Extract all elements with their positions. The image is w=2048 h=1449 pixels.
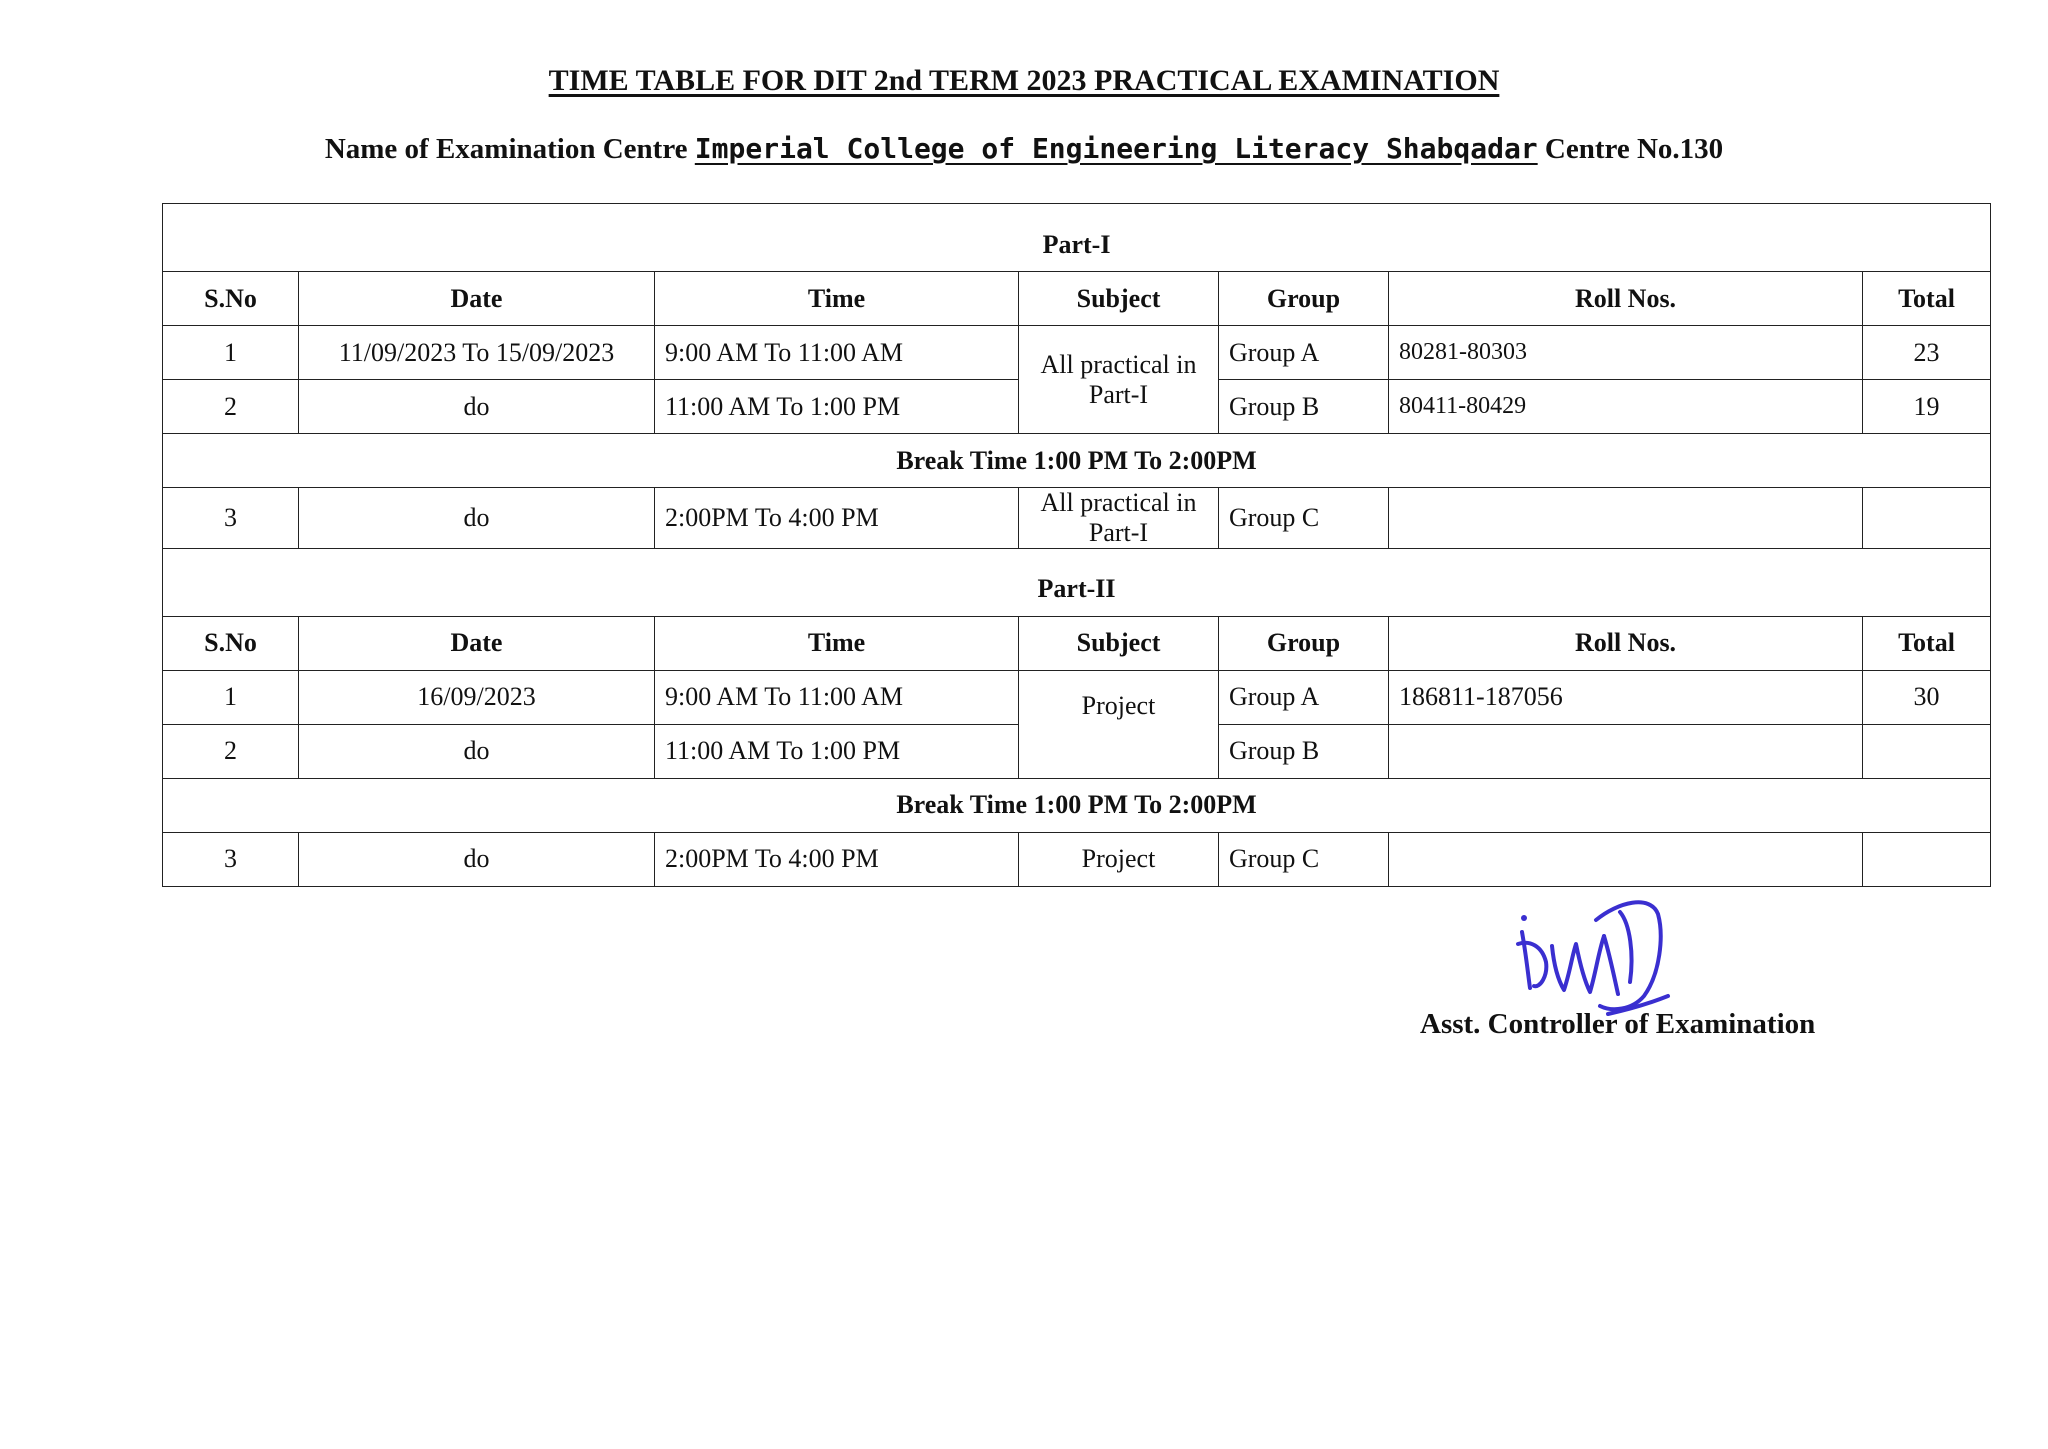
header-sno: S.No [163,272,299,326]
cell-date: do [299,832,655,886]
cell-total [1863,724,1991,778]
signature-dot [1521,915,1527,921]
cell-time: 2:00PM To 4:00 PM [655,832,1019,886]
header-group: Group [1219,616,1389,670]
cell-date: do [299,380,655,434]
cell-group: Group B [1219,724,1389,778]
cell-total [1863,832,1991,886]
cell-time: 9:00 AM To 11:00 AM [655,326,1019,380]
timetable [162,203,1991,887]
header-total: Total [1863,616,1991,670]
centre-name: Imperial College of Engineering Literacy Shabqadar [694,132,1538,165]
cell-date: 11/09/2023 To 15/09/2023 [299,326,655,380]
cell-date: do [299,488,655,549]
part1-title-row [163,204,1991,272]
centre-number: Centre No.130 [1544,133,1724,165]
cell-group: Group A [1219,670,1389,724]
header-roll: Roll Nos. [1389,616,1863,670]
cell-group: Group B [1219,380,1389,434]
cell-subject: All practical in Part-I [1019,488,1219,549]
cell-roll: 80281-80303 [1389,326,1863,380]
cell-roll [1389,724,1863,778]
signature-ink [1518,902,1668,1014]
part2-header-row [163,616,1991,670]
break-time: Break Time 1:00 PM To 2:00PM [163,434,1991,488]
table-row [163,488,1991,549]
cell-group: Group A [1219,326,1389,380]
cell-total: 23 [1863,326,1991,380]
cell-roll: 80411-80429 [1389,380,1863,434]
cell-total: 19 [1863,380,1991,434]
header-group: Group [1219,272,1389,326]
cell-sno: 2 [163,724,299,778]
break-row [163,778,1991,832]
header-sno: S.No [163,616,299,670]
signature-stroke [1522,932,1530,988]
signature-stroke [1620,912,1632,982]
cell-subject: All practical in Part-I [1019,326,1219,434]
signature [1500,884,1700,1024]
cell-group: Group C [1219,488,1389,549]
header-roll: Roll Nos. [1389,272,1863,326]
cell-date: do [299,724,655,778]
cell-total [1863,488,1991,549]
cell-subject: Project [1019,670,1219,778]
table-row [163,670,1991,724]
table-row [163,832,1991,886]
cell-sno: 2 [163,380,299,434]
cell-subject: Project [1019,832,1219,886]
cell-sno: 1 [163,670,299,724]
signature-stroke [1604,936,1618,994]
header-total: Total [1863,272,1991,326]
break-row [163,434,1991,488]
cell-time: 2:00PM To 4:00 PM [655,488,1019,549]
signature-stroke [1596,902,1661,1009]
part2-title: Part-II [163,548,1991,616]
header-date: Date [299,272,655,326]
cell-time: 11:00 AM To 1:00 PM [655,380,1019,434]
cell-sno: 3 [163,832,299,886]
header-time: Time [655,616,1019,670]
cell-sno: 1 [163,326,299,380]
cell-date: 16/09/2023 [299,670,655,724]
cell-time: 9:00 AM To 11:00 AM [655,670,1019,724]
header-subject: Subject [1019,616,1219,670]
centre-line [0,132,2048,166]
table-row [163,326,1991,380]
part1-header-row [163,272,1991,326]
cell-time: 11:00 AM To 1:00 PM [655,724,1019,778]
header-subject: Subject [1019,272,1219,326]
signature-stroke [1552,936,1604,992]
header-date: Date [299,616,655,670]
break-time: Break Time 1:00 PM To 2:00PM [163,778,1991,832]
centre-prefix: Name of Examination Centre [324,133,688,165]
cell-sno: 3 [163,488,299,549]
signatory-title: Asst. Controller of Examination [1420,1008,1816,1040]
page-title: TIME TABLE FOR DIT 2nd TERM 2023 PRACTICAL EXAMINATION [548,64,1500,97]
cell-roll [1389,488,1863,549]
header-time: Time [655,272,1019,326]
cell-total: 30 [1863,670,1991,724]
cell-group: Group C [1219,832,1389,886]
cell-roll [1389,832,1863,886]
signature-stroke [1518,943,1546,986]
cell-roll: 186811-187056 [1389,670,1863,724]
part2-title-row [163,548,1991,616]
part1-title: Part-I [163,204,1991,272]
